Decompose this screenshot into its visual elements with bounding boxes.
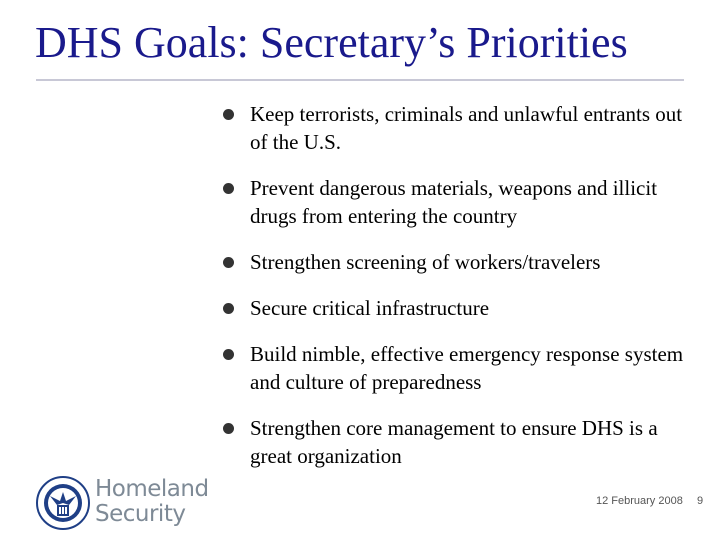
list-item bbox=[222, 414, 692, 470]
dhs-seal-icon bbox=[36, 476, 90, 530]
wordmark-line-1: Homeland bbox=[95, 476, 209, 502]
priorities-list bbox=[222, 100, 692, 488]
bullet-text: Prevent dangerous materials, weapons and illicit drugs from entering the country bbox=[250, 176, 658, 228]
title-divider bbox=[36, 79, 684, 81]
bullet-icon bbox=[223, 183, 234, 194]
list-item bbox=[222, 340, 692, 396]
bullet-icon bbox=[223, 303, 234, 314]
slide-number: 9 bbox=[697, 495, 704, 507]
list-item bbox=[222, 248, 692, 276]
footer-date: 12 February 2008 bbox=[596, 495, 683, 507]
homeland-security-wordmark bbox=[95, 477, 209, 527]
list-item bbox=[222, 294, 692, 322]
list-item bbox=[222, 174, 692, 230]
bullet-icon bbox=[223, 257, 234, 268]
bullet-text: Strengthen screening of workers/travelers bbox=[250, 250, 601, 274]
bullet-icon bbox=[223, 349, 234, 360]
slide-title: DHS Goals: Secretary’s Priorities bbox=[35, 18, 628, 67]
bullet-text: Strengthen core management to ensure DHS is a great organization bbox=[250, 416, 658, 468]
list-item bbox=[222, 100, 692, 156]
bullet-text: Build nimble, effective emergency response system and culture of preparedness bbox=[250, 342, 684, 394]
bullet-icon bbox=[223, 109, 234, 120]
wordmark-line-2: Security bbox=[95, 501, 186, 527]
bullet-icon bbox=[223, 423, 234, 434]
bullet-text: Keep terrorists, criminals and unlawful entrants out of the U.S. bbox=[250, 102, 683, 154]
bullet-text: Secure critical infrastructure bbox=[250, 296, 490, 320]
